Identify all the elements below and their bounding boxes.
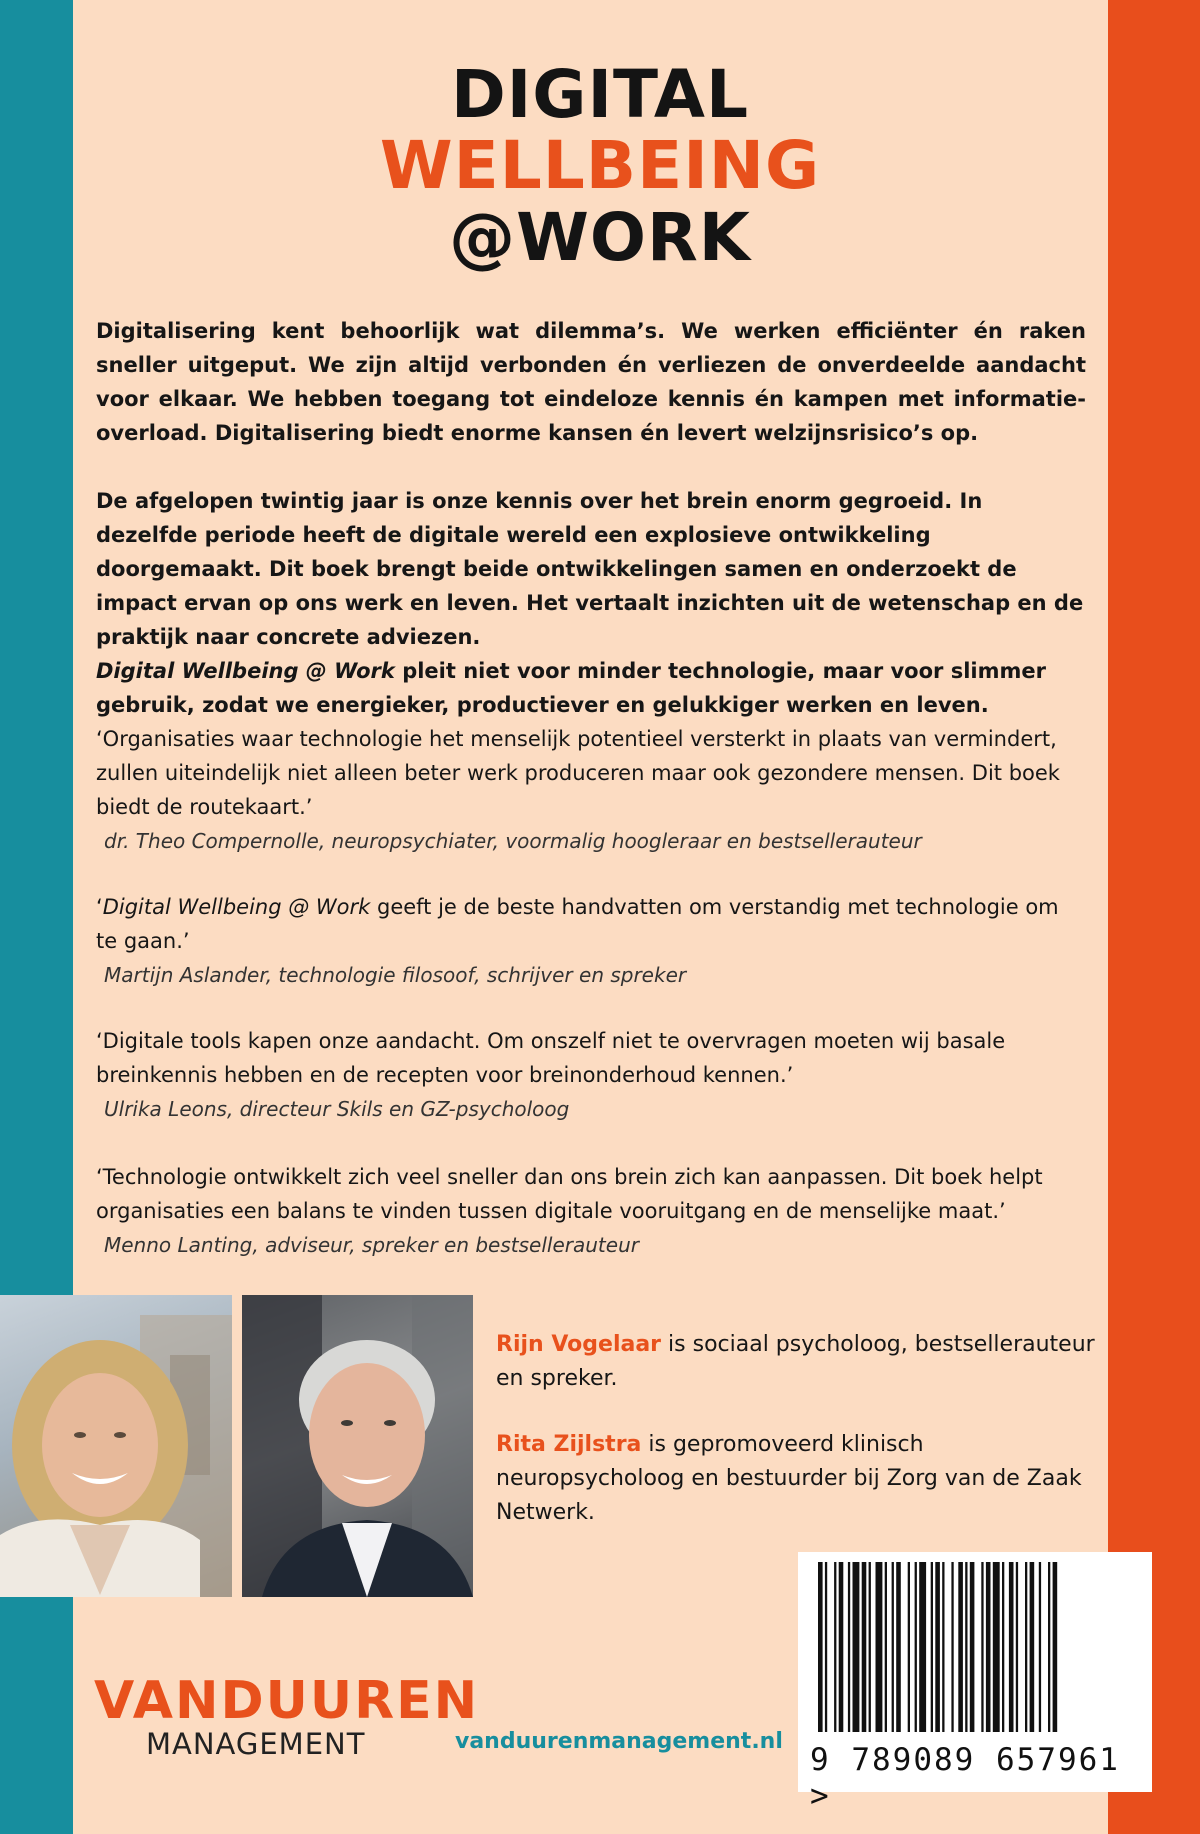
quote-text: ‘Technologie ontwikkelt zich veel sneller dan ons brein zich kan aanpassen. Dit boek helpt organisaties een balans te vinden tussen digitale vooruitgang en de menselijke maat.’ [96, 1165, 1043, 1223]
author-photo-man [242, 1295, 473, 1597]
quote-author: Menno Lanting, adviseur, spreker en bestsellerauteur [104, 1233, 639, 1257]
quote-author: dr. Theo Compernolle, neuropsychiater, voormalig hoogleraar en bestsellerauteur [104, 829, 922, 853]
quote-2 [96, 890, 1086, 992]
blurb-paragraph-2-text: De afgelopen twintig jaar is onze kennis over het brein enorm gegroeid. In dezelfde periode heeft de digitale wereld een explosieve ontwikkeling doorgemaakt. Dit boek brengt beide ontwikkelingen samen en onderzoekt de impact ervan op ons werk en leven. Het vertaalt inzichten uit de wetenschap en de praktijk naar concrete adviezen. [96, 489, 1084, 649]
barcode-bars [818, 1562, 1132, 1732]
publisher-logo-main: VANDUUREN [94, 1671, 480, 1731]
quote-3 [96, 1024, 1086, 1126]
author-bio-text: is gepromoveerd klinisch neuropsycholoog en bestuurder bij Zorg van de Zaak Netwerk. [496, 1432, 1082, 1525]
quote-text-rest: geeft je de beste handvatten om verstandig met technologie om te gaan.’ [96, 895, 1059, 953]
author-name: Rita Zijlstra [496, 1432, 642, 1457]
publisher-url: vanduurenmanagement.nl [455, 1729, 783, 1754]
quote-open-mark: ‘ [96, 895, 103, 919]
quote-book-title: Digital Wellbeing @ Work [102, 895, 371, 919]
blurb-paragraph-3-text: pleit niet voor minder technologie, maar voor slimmer gebruik, zodat we energieker, productiever en gelukkiger werken en leven. [96, 659, 1046, 717]
author-name: Rijn Vogelaar [496, 1332, 662, 1357]
isbn-barcode [798, 1552, 1152, 1814]
quote-text [96, 890, 1086, 958]
author-bio-2 [496, 1428, 1096, 1530]
title-line-2: WELLBEING [379, 127, 821, 204]
quote-text: ‘Organisaties waar technologie het menselijk potentieel versterkt in plaats van vermindert, zullen uiteindelijk niet alleen beter werk produceren maar ook gezondere mensen. Dit boek biedt de routekaart.’ [96, 727, 1060, 819]
publisher-logo [94, 1671, 480, 1761]
quote-author: Martijn Aslander, technologie filosoof, schrijver en spreker [104, 963, 687, 987]
quote-4 [96, 1160, 1086, 1262]
quote-text: ‘Digitale tools kapen onze aandacht. Om onszelf niet te overvragen moeten wij basale breinkennis hebben en de recepten voor breinonderhoud kennen.’ [96, 1029, 1006, 1087]
quote-author: Ulrika Leons, directeur Skils en GZ-psycholoog [104, 1097, 570, 1121]
author-photo-woman [0, 1295, 232, 1597]
title-line-3: @WORK [449, 199, 751, 276]
title-line-1: DIGITAL [450, 56, 750, 133]
publisher-logo-sub: MANAGEMENT [146, 1727, 366, 1761]
author-bio-1 [496, 1328, 1096, 1396]
isbn-number: 9 789089 657961 > [810, 1742, 1120, 1814]
blurb-paragraph-1: Digitalisering kent behoorlijk wat dilemma’s. We werken efficiënter én raken sneller uitgeput. We zijn altijd verbonden én verliezen de onverdeelde aandacht voor elkaar. We hebben toegang tot eindeloze kennis én kampen met informatie-overload. Digitalisering biedt enorme kansen én levert welzijnsrisico’s op. [96, 319, 1086, 445]
author-bio-text: is sociaal psycholoog, bestsellerauteur en spreker. [496, 1332, 1095, 1391]
blurb-book-title: Digital Wellbeing @ Work [96, 659, 395, 683]
blurb-paragraph-2 [96, 484, 1086, 722]
quote-1 [96, 722, 1086, 858]
